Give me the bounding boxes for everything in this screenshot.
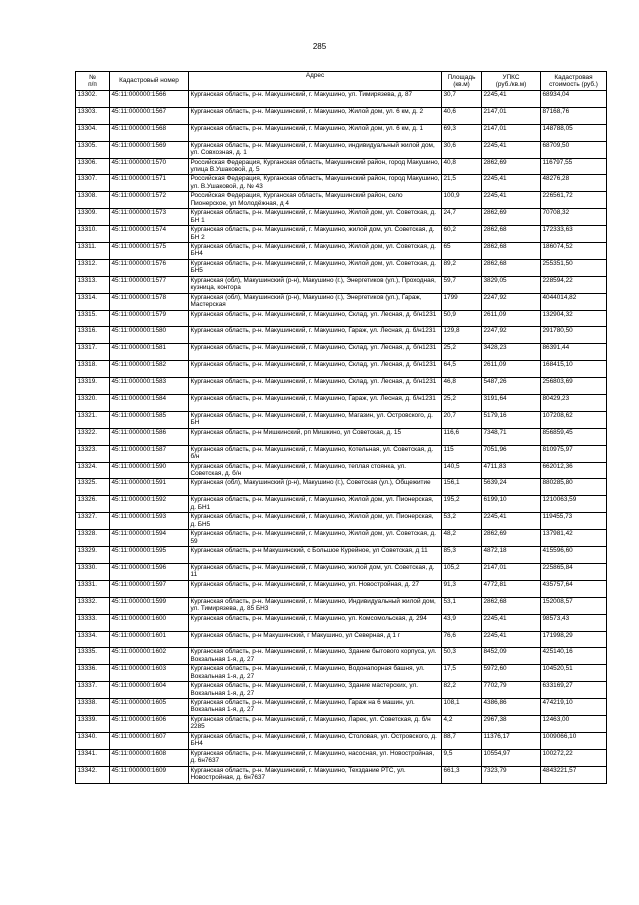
- row-number-cell: 13336.: [76, 665, 110, 682]
- cadastral-number-cell: 45:11:000000:1605: [110, 699, 189, 716]
- row-number-cell: 13325.: [76, 479, 110, 496]
- upks-cell: 10554,97: [482, 749, 541, 766]
- address-cell: Курганская область, р-н. Макушинский, г. Макушино, Водонапорная башня, ул. Вокзальная 1-я, д. 27: [189, 665, 442, 682]
- table-row: [76, 91, 607, 108]
- upks-cell: 2245,41: [482, 91, 541, 108]
- row-number-cell: 13337.: [76, 682, 110, 699]
- cadastral-number-cell: 45:11:000000:1606: [110, 715, 189, 732]
- cadastral-value-cell: 98573,43: [541, 614, 607, 631]
- cadastral-number-cell: 45:11:000000:1608: [110, 749, 189, 766]
- upks-cell: 2862,68: [482, 226, 541, 243]
- row-number-cell: 13318.: [76, 361, 110, 378]
- area-cell: 30,6: [442, 141, 482, 158]
- cadastral-number-cell: 45:11:000000:1603: [110, 665, 189, 682]
- address-cell: Курганская область, р-н. Макушинский, г. Макушино, Жилой дом, ул. Советская, д. 59: [189, 530, 442, 547]
- cadastral-number-cell: 45:11:000000:1582: [110, 361, 189, 378]
- row-number-cell: 13307.: [76, 175, 110, 192]
- table-row: [76, 243, 607, 260]
- cadastral-number-cell: 45:11:000000:1584: [110, 395, 189, 412]
- table-row: [76, 209, 607, 226]
- table-body: [76, 91, 607, 784]
- cadastral-number-cell: 45:11:000000:1586: [110, 428, 189, 445]
- upks-cell: 2862,69: [482, 209, 541, 226]
- address-cell: Курганская область, р-н. Макушинский, г. Макушино, Гараж на 6 машин, ул. Вокзальная 1-я, д. 27: [189, 699, 442, 716]
- area-cell: 40,6: [442, 107, 482, 124]
- address-cell: Курганская область, р-н. Макушинский, г. Макушино, Склад, ул. Лесная, д. б/н1231: [189, 378, 442, 395]
- address-cell: Курганская область, р-н. Макушинский, г. Макушино, Техздание РТС, ул. Новостройная, д. 6н7637: [189, 766, 442, 783]
- table-row: [76, 766, 607, 783]
- cadastral-value-cell: 116797,55: [541, 158, 607, 175]
- cadastral-value-cell: 104520,51: [541, 665, 607, 682]
- address-cell: Курганская область, р-н Макушинский, с Большое Курейное, ул Советская, д 11: [189, 547, 442, 564]
- upks-cell: 2247,92: [482, 327, 541, 344]
- area-cell: 25,2: [442, 344, 482, 361]
- table-row: [76, 715, 607, 732]
- cadastral-number-cell: 45:11:000000:1596: [110, 563, 189, 580]
- upks-cell: 5487,26: [482, 378, 541, 395]
- area-cell: 43,9: [442, 614, 482, 631]
- address-cell: Курганская область, р-н. Макушинский, г. Макушино, Гараж, ул. Лесная, д. б/н1231: [189, 395, 442, 412]
- address-cell: Курганская область, р-н. Макушинский, г. Макушино, индивидуальный жилой дом, ул. Совхозная, д. 1: [189, 141, 442, 158]
- cadastral-number-cell: 45:11:000000:1575: [110, 243, 189, 260]
- cadastral-value-cell: 152008,57: [541, 597, 607, 614]
- table-row: [76, 361, 607, 378]
- cadastral-value-cell: 226561,72: [541, 192, 607, 209]
- table-row: [76, 411, 607, 428]
- row-number-cell: 13330.: [76, 563, 110, 580]
- upks-cell: 2862,69: [482, 530, 541, 547]
- upks-cell: 4872,18: [482, 547, 541, 564]
- upks-cell: 7348,71: [482, 428, 541, 445]
- cadastral-value-cell: 148788,05: [541, 124, 607, 141]
- address-cell: Курганская (обл), Макушинский (р-н), Макушино (г.), Энергетиков (ул.), Гараж, Мастерская: [189, 293, 442, 310]
- table-row: [76, 648, 607, 665]
- row-number-cell: 13302.: [76, 91, 110, 108]
- cadastral-value-cell: 132904,32: [541, 310, 607, 327]
- upks-cell: 2245,41: [482, 631, 541, 648]
- cadastral-number-cell: 45:11:000000:1593: [110, 513, 189, 530]
- upks-cell: 2245,41: [482, 175, 541, 192]
- area-cell: 82,2: [442, 682, 482, 699]
- cadastral-value-cell: 171998,29: [541, 631, 607, 648]
- cadastral-value-cell: 255351,50: [541, 259, 607, 276]
- upks-cell: 2147,01: [482, 107, 541, 124]
- row-number-cell: 13308.: [76, 192, 110, 209]
- row-number-cell: 13305.: [76, 141, 110, 158]
- area-cell: 53,1: [442, 597, 482, 614]
- table-row: [76, 665, 607, 682]
- row-number-cell: 13309.: [76, 209, 110, 226]
- row-number-cell: 13303.: [76, 107, 110, 124]
- area-cell: 115: [442, 445, 482, 462]
- address-cell: Курганская область, р-н. Макушинский, г. Макушино, Жилой дом, ул. Советская, д. БН4: [189, 243, 442, 260]
- header-area: Площадь (кв.м): [442, 72, 482, 91]
- cadastral-value-cell: 1210063,59: [541, 496, 607, 513]
- area-cell: 17,5: [442, 665, 482, 682]
- table-row: [76, 428, 607, 445]
- row-number-cell: 13333.: [76, 614, 110, 631]
- cadastral-value-cell: 68709,50: [541, 141, 607, 158]
- cadastral-number-cell: 45:11:000000:1566: [110, 91, 189, 108]
- table-row: [76, 344, 607, 361]
- cadastral-number-cell: 45:11:000000:1569: [110, 141, 189, 158]
- row-number-cell: 13328.: [76, 530, 110, 547]
- table-row: [76, 597, 607, 614]
- row-number-cell: 13338.: [76, 699, 110, 716]
- cadastral-number-cell: 45:11:000000:1591: [110, 479, 189, 496]
- table-row: [76, 395, 607, 412]
- upks-cell: 2611,09: [482, 361, 541, 378]
- row-number-cell: 13335.: [76, 648, 110, 665]
- area-cell: 24,7: [442, 209, 482, 226]
- row-number-cell: 13320.: [76, 395, 110, 412]
- row-number-cell: 13315.: [76, 310, 110, 327]
- upks-cell: 7323,79: [482, 766, 541, 783]
- cadastral-value-cell: 70708,32: [541, 209, 607, 226]
- area-cell: 85,3: [442, 547, 482, 564]
- table-row: [76, 699, 607, 716]
- table-row: [76, 563, 607, 580]
- upks-cell: 2862,69: [482, 158, 541, 175]
- row-number-cell: 13331.: [76, 580, 110, 597]
- row-number-cell: 13304.: [76, 124, 110, 141]
- address-cell: Курганская область, р-н. Макушинский, г. Макушино, Котельная, ул. Советская, д. б/н: [189, 445, 442, 462]
- area-cell: 76,6: [442, 631, 482, 648]
- upks-cell: 2862,68: [482, 243, 541, 260]
- address-cell: Курганская область, р-н. Макушинский, г. Макушино, Магазин, ул. Островского, д. БН: [189, 411, 442, 428]
- cadastral-number-cell: 45:11:000000:1573: [110, 209, 189, 226]
- table-row: [76, 462, 607, 479]
- address-cell: Курганская область, р-н. Макушинский, г. Макушино, Жилой дом, ул. Пионерская, д. БН1: [189, 496, 442, 513]
- cadastral-value-cell: 256803,69: [541, 378, 607, 395]
- row-number-cell: 13332.: [76, 597, 110, 614]
- upks-cell: 2245,41: [482, 192, 541, 209]
- address-cell: Российская Федерация, Курганская область, Макушинский район, город Макушино, ул. В.Ушаковой, д. № 43: [189, 175, 442, 192]
- address-cell: Курганская область, р-н. Макушинский, г. Макушино, Индивидуальный жилой дом, ул. Тимирязева, д. 85 БН3: [189, 597, 442, 614]
- upks-cell: 7051,96: [482, 445, 541, 462]
- upks-cell: 11376,17: [482, 732, 541, 749]
- cadastral-number-cell: 45:11:000000:1609: [110, 766, 189, 783]
- cadastral-number-cell: 45:11:000000:1576: [110, 259, 189, 276]
- address-cell: Российская Федерация, Курганская область, Макушинский район, город Макушино, улица В.Ушаковой, д. 5: [189, 158, 442, 175]
- upks-cell: 4386,86: [482, 699, 541, 716]
- upks-cell: 8452,09: [482, 648, 541, 665]
- cadastral-value-cell: 119455,73: [541, 513, 607, 530]
- cadastral-number-cell: 45:11:000000:1579: [110, 310, 189, 327]
- address-cell: Курганская область, р-н. Макушинский, г. Макушино, Склад, ул. Лесная, д. б/н1231: [189, 310, 442, 327]
- area-cell: 661,3: [442, 766, 482, 783]
- address-cell: Курганская область, р-н. Макушинский, г. Макушино, Жилой дом, ул. 6 км, д. 1: [189, 124, 442, 141]
- cadastral-number-cell: 45:11:000000:1590: [110, 462, 189, 479]
- upks-cell: 5972,60: [482, 665, 541, 682]
- cadastral-number-cell: 45:11:000000:1587: [110, 445, 189, 462]
- row-number-cell: 13322.: [76, 428, 110, 445]
- address-cell: Курганская (обл), Макушинский (р-н), Макушино (г.), Советская (ул.), Общежитие: [189, 479, 442, 496]
- cadastral-value-cell: 856859,45: [541, 428, 607, 445]
- cadastral-value-cell: 474219,10: [541, 699, 607, 716]
- address-cell: Курганская область, р-н. Макушинский, г. Макушино, ул. Комсомольская, д. 294: [189, 614, 442, 631]
- cadastral-number-cell: 45:11:000000:1577: [110, 276, 189, 293]
- cadastral-value-cell: 137981,42: [541, 530, 607, 547]
- upks-cell: 4772,81: [482, 580, 541, 597]
- cadastral-number-cell: 45:11:000000:1594: [110, 530, 189, 547]
- area-cell: 25,2: [442, 395, 482, 412]
- area-cell: 50,9: [442, 310, 482, 327]
- header-cadastral-number: Кадастровый номер: [110, 72, 189, 91]
- row-number-cell: 13339.: [76, 715, 110, 732]
- table-row: [76, 259, 607, 276]
- upks-cell: 5639,24: [482, 479, 541, 496]
- cadastral-value-cell: 172333,63: [541, 226, 607, 243]
- cadastral-number-cell: 45:11:000000:1574: [110, 226, 189, 243]
- area-cell: 129,8: [442, 327, 482, 344]
- area-cell: 89,2: [442, 259, 482, 276]
- area-cell: 91,3: [442, 580, 482, 597]
- table-row: [76, 614, 607, 631]
- cadastral-value-cell: 186074,52: [541, 243, 607, 260]
- address-cell: Курганская область, р-н Мишкинский, рп Мишкино, ул Советская, д. 15: [189, 428, 442, 445]
- table-row: [76, 141, 607, 158]
- cadastral-value-cell: 1009066,10: [541, 732, 607, 749]
- row-number-cell: 13340.: [76, 732, 110, 749]
- table-row: [76, 192, 607, 209]
- address-cell: Курганская область, р-н. Макушинский, г. Макушино, Гараж, ул. Лесная, д. б/н1231: [189, 327, 442, 344]
- area-cell: 20,7: [442, 411, 482, 428]
- cadastral-value-cell: 168415,10: [541, 361, 607, 378]
- cadastral-value-cell: 662012,36: [541, 462, 607, 479]
- table-row: [76, 158, 607, 175]
- cadastral-number-cell: 45:11:000000:1580: [110, 327, 189, 344]
- area-cell: 59,7: [442, 276, 482, 293]
- upks-cell: 3191,64: [482, 395, 541, 412]
- cadastral-number-cell: 45:11:000000:1602: [110, 648, 189, 665]
- address-cell: Курганская область, р-н. Макушинский, г. Макушино, жилой дом, ул. Советская, д. 11: [189, 563, 442, 580]
- cadastral-value-cell: 4843221,57: [541, 766, 607, 783]
- cadastral-number-cell: 45:11:000000:1572: [110, 192, 189, 209]
- address-cell: Курганская область, р-н. Макушинский, г. Макушино, Столовая, ул. Островского, д. БН4: [189, 732, 442, 749]
- cadastral-value-cell: 80429,23: [541, 395, 607, 412]
- upks-cell: 2245,41: [482, 614, 541, 631]
- header-upks: УПКС (руб./кв.м): [482, 72, 541, 91]
- upks-cell: 6199,10: [482, 496, 541, 513]
- cadastral-number-cell: 45:11:000000:1592: [110, 496, 189, 513]
- row-number-cell: 13312.: [76, 259, 110, 276]
- row-number-cell: 13319.: [76, 378, 110, 395]
- cadastral-value-cell: 100272,22: [541, 749, 607, 766]
- address-cell: Курганская область, р-н. Макушинский, г. Макушино, Жилой дом, ул. Пионерская, д. БН5: [189, 513, 442, 530]
- table-row: [76, 479, 607, 496]
- cadastral-value-cell: 68934,04: [541, 91, 607, 108]
- area-cell: 195,2: [442, 496, 482, 513]
- cadastral-number-cell: 45:11:000000:1568: [110, 124, 189, 141]
- area-cell: 60,2: [442, 226, 482, 243]
- cadastral-value-cell: 225865,84: [541, 563, 607, 580]
- row-number-cell: 13306.: [76, 158, 110, 175]
- cadastral-number-cell: 45:11:000000:1599: [110, 597, 189, 614]
- table-row: [76, 445, 607, 462]
- table-row: [76, 547, 607, 564]
- upks-cell: 2967,38: [482, 715, 541, 732]
- table-row: [76, 378, 607, 395]
- cadastral-value-cell: 228594,22: [541, 276, 607, 293]
- cadastral-value-cell: 87168,76: [541, 107, 607, 124]
- row-number-cell: 13317.: [76, 344, 110, 361]
- address-cell: Российская Федерация, Курганская область, Макушинский район, село Пионерское, ул Молодёжная, д 4: [189, 192, 442, 209]
- area-cell: 50,3: [442, 648, 482, 665]
- table-row: [76, 732, 607, 749]
- row-number-cell: 13310.: [76, 226, 110, 243]
- cadastral-number-cell: 45:11:000000:1604: [110, 682, 189, 699]
- row-number-cell: 13311.: [76, 243, 110, 260]
- cadastral-value-cell: 107208,62: [541, 411, 607, 428]
- area-cell: 105,2: [442, 563, 482, 580]
- cadastral-value-cell: 435757,64: [541, 580, 607, 597]
- area-cell: 46,8: [442, 378, 482, 395]
- upks-cell: 2611,09: [482, 310, 541, 327]
- area-cell: 30,7: [442, 91, 482, 108]
- table-row: [76, 327, 607, 344]
- area-cell: 48,2: [442, 530, 482, 547]
- table-row: [76, 293, 607, 310]
- area-cell: 4,2: [442, 715, 482, 732]
- table-row: [76, 107, 607, 124]
- upks-cell: 2147,01: [482, 124, 541, 141]
- header-cadastral-value: Кадастровая стоимость (руб.): [541, 72, 607, 91]
- area-cell: 100,9: [442, 192, 482, 209]
- area-cell: 116,6: [442, 428, 482, 445]
- table-row: [76, 175, 607, 192]
- cadastral-value-cell: 48276,28: [541, 175, 607, 192]
- cadastral-value-cell: 425140,16: [541, 648, 607, 665]
- upks-cell: 3428,23: [482, 344, 541, 361]
- address-cell: Курганская область, р-н. Макушинский, г. Макушино, Ларек, ул. Советская, д. б/н 2285: [189, 715, 442, 732]
- cadastral-number-cell: 45:11:000000:1607: [110, 732, 189, 749]
- cadastral-number-cell: 45:11:000000:1581: [110, 344, 189, 361]
- table-row: [76, 496, 607, 513]
- upks-cell: 3829,05: [482, 276, 541, 293]
- cadastral-number-cell: 45:11:000000:1570: [110, 158, 189, 175]
- cadastral-value-cell: 810975,97: [541, 445, 607, 462]
- area-cell: 88,7: [442, 732, 482, 749]
- row-number-cell: 13323.: [76, 445, 110, 462]
- header-address: Адрес: [189, 72, 442, 91]
- area-cell: 140,5: [442, 462, 482, 479]
- cadastral-number-cell: 45:11:000000:1585: [110, 411, 189, 428]
- cadastral-number-cell: 45:11:000000:1601: [110, 631, 189, 648]
- row-number-cell: 13329.: [76, 547, 110, 564]
- cadastral-value-table: [75, 71, 607, 784]
- header-num: № п/п: [76, 72, 110, 91]
- page-number: 285: [312, 42, 327, 51]
- address-cell: Курганская область, р-н. Макушинский, г. Макушино, Жилой дом, ул. 6 км, д. 2: [189, 107, 442, 124]
- address-cell: Курганская область, р-н. Макушинский, г. Макушино, Склад, ул. Лесная, д. б/н1231: [189, 361, 442, 378]
- address-cell: Курганская область, р-н. Макушинский, г. Макушино, Здание бытового корпуса, ул. Вокзальная 1-я, д. 27: [189, 648, 442, 665]
- address-cell: Курганская область, р-н. Макушинский, г. Макушино, ул. Новостройная, д. 27: [189, 580, 442, 597]
- area-cell: 40,8: [442, 158, 482, 175]
- table-row: [76, 513, 607, 530]
- area-cell: 64,5: [442, 361, 482, 378]
- upks-cell: 2862,68: [482, 259, 541, 276]
- area-cell: 65: [442, 243, 482, 260]
- upks-cell: 2147,01: [482, 563, 541, 580]
- upks-cell: 7702,79: [482, 682, 541, 699]
- upks-cell: 4711,83: [482, 462, 541, 479]
- cadastral-value-cell: 291780,50: [541, 327, 607, 344]
- table-row: [76, 682, 607, 699]
- area-cell: 21,5: [442, 175, 482, 192]
- row-number-cell: 13324.: [76, 462, 110, 479]
- cadastral-value-cell: 633169,27: [541, 682, 607, 699]
- cadastral-number-cell: 45:11:000000:1583: [110, 378, 189, 395]
- cadastral-value-cell: 4044014,82: [541, 293, 607, 310]
- area-cell: 156,1: [442, 479, 482, 496]
- address-cell: Курганская область, р-н. Макушинский, г. Макушино, теплая стоянка, ул. Советская, д. б/н: [189, 462, 442, 479]
- row-number-cell: 13313.: [76, 276, 110, 293]
- table-row: [76, 226, 607, 243]
- cadastral-value-cell: 880285,80: [541, 479, 607, 496]
- cadastral-number-cell: 45:11:000000:1567: [110, 107, 189, 124]
- cadastral-number-cell: 45:11:000000:1595: [110, 547, 189, 564]
- area-cell: 1799: [442, 293, 482, 310]
- cadastral-number-cell: 45:11:000000:1600: [110, 614, 189, 631]
- table-header-row: [76, 72, 607, 91]
- table-row: [76, 530, 607, 547]
- address-cell: Курганская область, р-н Макушинский, г Макушино, ул Северная, д 1 г: [189, 631, 442, 648]
- row-number-cell: 13314.: [76, 293, 110, 310]
- address-cell: Курганская область, р-н. Макушинский, г. Макушино, ул. Тимирязева, д. 87: [189, 91, 442, 108]
- row-number-cell: 13342.: [76, 766, 110, 783]
- area-cell: 53,2: [442, 513, 482, 530]
- area-cell: 9,5: [442, 749, 482, 766]
- cadastral-number-cell: 45:11:000000:1571: [110, 175, 189, 192]
- cadastral-value-cell: 12463,00: [541, 715, 607, 732]
- address-cell: Курганская область, р-н. Макушинский, г. Макушино, Жилой дом, ул. Советская, д. БН5: [189, 259, 442, 276]
- address-cell: Курганская область, р-н. Макушинский, г. Макушино, жилой дом, ул. Советская, д. БН 2: [189, 226, 442, 243]
- table-row: [76, 631, 607, 648]
- address-cell: Курганская область, р-н. Макушинский, г. Макушино, Жилой дом, ул. Советская, д. БН 1: [189, 209, 442, 226]
- cadastral-number-cell: 45:11:000000:1578: [110, 293, 189, 310]
- table-row: [76, 580, 607, 597]
- table-row: [76, 276, 607, 293]
- address-cell: Курганская (обл), Макушинский (р-н), Макушино (г.), Энергетиков (ул.), Проходная, кузница, контора: [189, 276, 442, 293]
- table-row: [76, 749, 607, 766]
- cadastral-value-cell: 86391,44: [541, 344, 607, 361]
- upks-cell: 2245,41: [482, 141, 541, 158]
- row-number-cell: 13321.: [76, 411, 110, 428]
- upks-cell: 2247,92: [482, 293, 541, 310]
- table-row: [76, 310, 607, 327]
- upks-cell: 2245,41: [482, 513, 541, 530]
- table-row: [76, 124, 607, 141]
- row-number-cell: 13316.: [76, 327, 110, 344]
- row-number-cell: 13327.: [76, 513, 110, 530]
- cadastral-value-cell: 415596,60: [541, 547, 607, 564]
- area-cell: 69,3: [442, 124, 482, 141]
- cadastral-number-cell: 45:11:000000:1597: [110, 580, 189, 597]
- row-number-cell: 13334.: [76, 631, 110, 648]
- row-number-cell: 13326.: [76, 496, 110, 513]
- address-cell: Курганская область, р-н. Макушинский, г. Макушино, Склад, ул. Лесная, д. б/н1231: [189, 344, 442, 361]
- address-cell: Курганская область, р-н. Макушинский, г. Макушино, Здание мастерских, ул. Вокзальная 1-я, д. 27: [189, 682, 442, 699]
- upks-cell: 5179,16: [482, 411, 541, 428]
- address-cell: Курганская область, р-н. Макушинский, г. Макушино, насосная, ул. Новостройная, д. 6н7637: [189, 749, 442, 766]
- area-cell: 108,1: [442, 699, 482, 716]
- row-number-cell: 13341.: [76, 749, 110, 766]
- upks-cell: 2862,68: [482, 597, 541, 614]
